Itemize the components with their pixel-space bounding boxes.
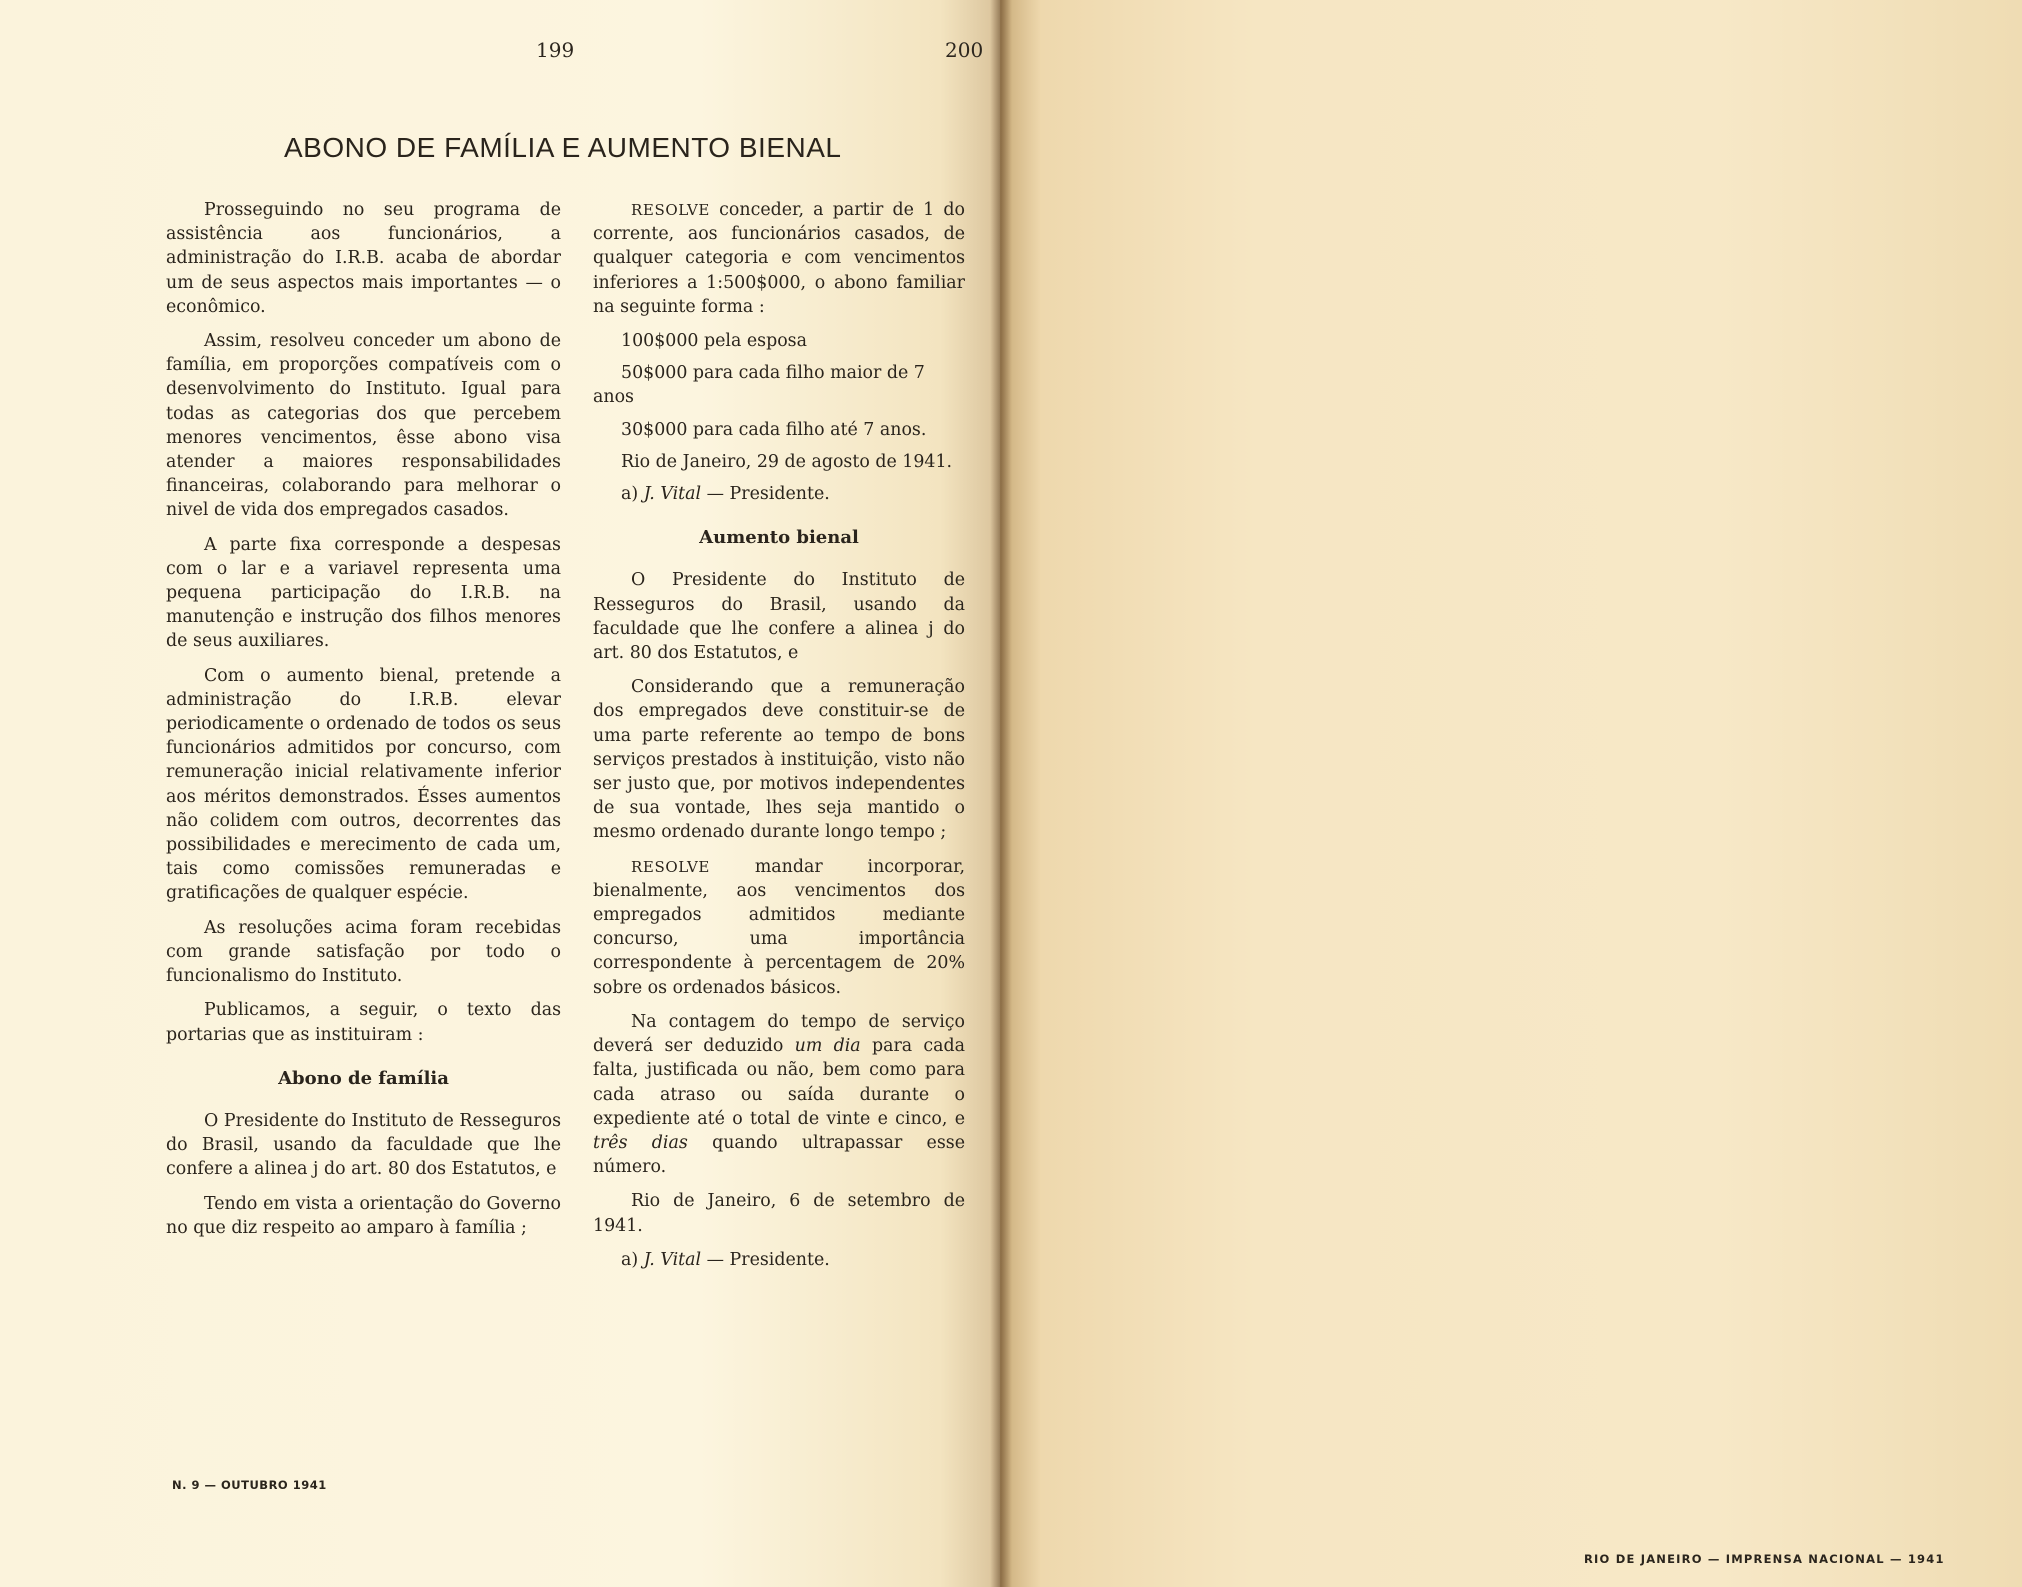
right-page [1000,0,2022,1587]
subheading-aumento: Aumento bienal [699,527,859,549]
contagem-text: Na contagem do tempo de serviço deverá ser deduzido [593,1011,965,1057]
signature-title: — Presidente. [706,484,830,505]
resolve-paragraph [593,198,965,319]
right-column [593,198,965,1280]
signature-prefix: a) [621,1249,639,1270]
paragraph: A parte fixa corresponde a despesas com o lar e a variavel representa uma pequena participação do I.R.B. na manutenção e instrução dos filhos menores de seus auxiliares. [166,534,561,652]
signature-name: J. Vital [643,1249,702,1270]
signature-prefix: a) [621,484,639,505]
book-gutter [990,0,1012,1587]
resolve-text: conceder, a partir de 1 do corrente, aos funcionários casados, de qualquer categoria e com vencimentos inferiores a 1:500$000, o abono familiar na seguinte forma : [593,200,965,317]
page-number-200: 200 [945,38,984,62]
amount-line: 100$000 pela esposa [621,331,807,352]
contagem-italic: um dia [794,1036,861,1057]
paragraph: O Presidente do Instituto de Resseguros do Brasil, usando da faculdade que lhe confere a alinea j do art. 80 dos Estatutos, e [166,1110,561,1180]
issue-footer: N. 9 — OUTUBRO 1941 [172,1478,327,1492]
resolve-paragraph [593,855,965,1000]
paragraph: Considerando que a remuneração dos empregados deve constituir-se de uma parte referente ao tempo de bons serviços prestados à instituição, visto não ser justo que, por motivos independentes de sua vontade, lhes seja mantido o mesmo ordenado durante longo tempo ; [593,677,965,843]
amount-line: 30$000 para cada filho até 7 anos. [621,419,927,440]
signature-title: — Presidente. [706,1249,830,1270]
paragraph: Prosseguindo no seu programa de assistência aos funcionários, a administração do I.R.B. acaba de abordar um de seus aspectos mais importantes — o econômico. [166,200,561,317]
paragraph: Assim, resolveu conceder um abono de família, em proporções compatíveis com o desenvolvimento do Instituto. Igual para todas as categorias dos que percebem menores vencimentos, êsse abono visa atender a maiores responsabilidades financeiras, colaborando para melhorar o nivel de vida dos empregados casados. [166,331,561,521]
paragraph: Publicamos, a seguir, o texto das portarias que as instituiram : [166,1000,561,1045]
left-column [166,198,561,1250]
paragraph: As resoluções acima foram recebidas com grande satisfação por todo o funcionalismo do Instituto. [166,917,561,987]
paragraph [593,1010,965,1179]
resolve-word: RESOLVE [631,857,710,876]
contagem-text: para cada falta, justificada ou não, bem como para cada atraso ou saída durante o expediente até o total de vinte e cinco, e [593,1036,965,1129]
signature [593,482,965,506]
date-line: Rio de Janeiro, 29 de agosto de 1941. [621,451,953,472]
amount-line: 50$000 para cada filho maior de 7 anos [593,363,925,408]
resolve-word: RESOLVE [631,201,710,219]
paragraph: Com o aumento bienal, pretende a administração do I.R.B. elevar periodicamente o ordenado de todos os seus funcionários admitidos por concurso, com remuneração inicial relativamente inferior aos méritos demonstrados. Ésses aumentos não colidem com outros, decorrentes das possibilidades e merecimento de cada um, tais como comissões remuneradas e gratificações de qualquer espécie. [166,665,561,904]
signature [593,1248,965,1272]
resolve-text: mandar incorporar, bienalmente, aos vencimentos dos empregados admitidos mediante concurso, uma importância correspondente à percentagem de 20% sobre os ordenados básicos. [593,856,966,998]
date-line: Rio de Janeiro, 6 de setembro de 1941. [593,1191,965,1236]
contagem-text: quando ultrapassar esse número. [593,1132,965,1178]
left-page [0,0,1000,1587]
contagem-italic: três dias [593,1132,688,1153]
imprint-footer: RIO DE JANEIRO — IMPRENSA NACIONAL — 1941 [1584,1552,1945,1566]
paragraph: Tendo em vista a orientação do Governo no que diz respeito ao amparo à família ; [166,1193,561,1238]
paragraph: O Presidente do Instituto de Resseguros do Brasil, usando da faculdade que lhe confere a alinea j do art. 80 dos Estatutos, e [593,570,965,664]
article-title: ABONO DE FAMÍLIA E AUMENTO BIENAL [284,132,842,163]
signature-name: J. Vital [643,484,702,505]
page-number-199: 199 [536,38,575,62]
subheading-abono: Abono de família [278,1067,449,1089]
